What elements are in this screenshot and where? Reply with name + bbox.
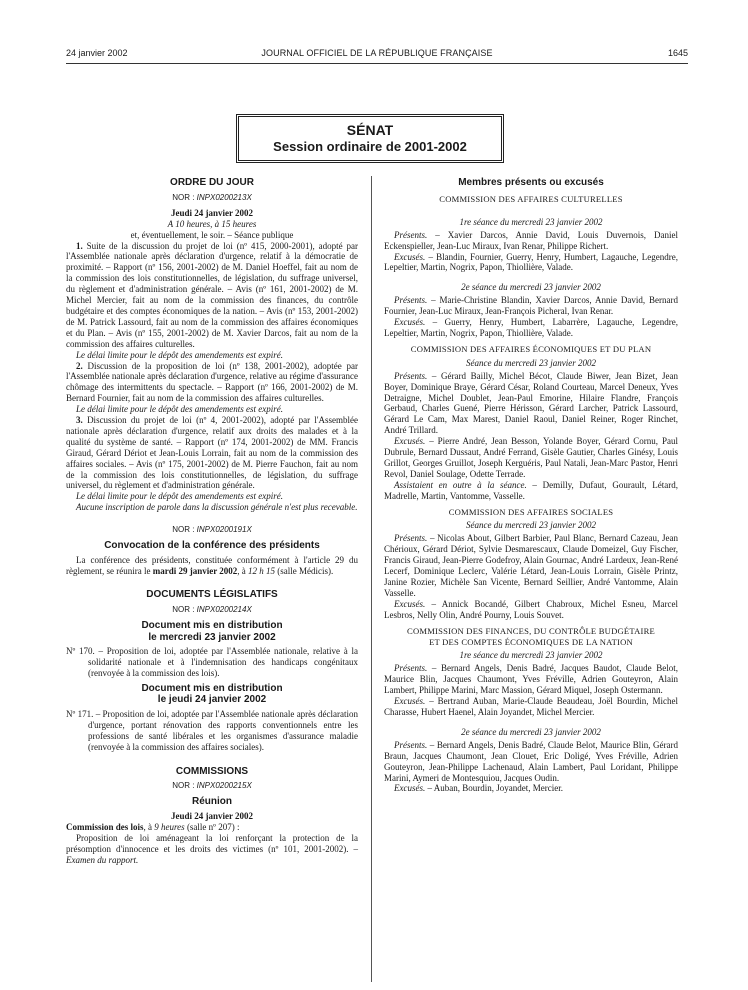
commission-culturelles-title: COMMISSION DES AFFAIRES CULTURELLES xyxy=(439,193,623,204)
commissions-title: COMMISSIONS xyxy=(175,765,249,777)
excuses-sociales: Excusés. – Annick Bocandé, Gilbert Chabroux, Michel Esneu, Marcel Lesbros, Nelly Olin, André Pourny, Louis Souvet. xyxy=(384,598,678,620)
distribution-heading-2: Document mis en distribution le jeudi 24 janvier 2002 xyxy=(141,682,283,706)
session-date-2: Jeudi 24 janvier 2002 xyxy=(170,810,254,821)
session-hours-2: et, éventuellement, le soir. – Séance publique xyxy=(130,229,294,240)
session-date-1: Jeudi 24 janvier 2002 xyxy=(170,207,254,218)
nor-code-4: NOR : INPX0200215X xyxy=(172,781,252,791)
seance-economiques: Séance du mercredi 23 janvier 2002 xyxy=(465,357,597,368)
deadline-note-1: Le délai limite pour le dépôt des amendements est expiré. xyxy=(76,349,283,360)
presents-culturelles-1: Présents. – Xavier Darcos, Annie David, Louis Duvernois, Daniel Eckenspieller, Jean-Luc Miraux, Ivan Renar, Philippe Richert. xyxy=(384,229,678,251)
header-rule xyxy=(66,63,688,64)
deadline-note-2: Le délai limite pour le dépôt des amendements est expiré. xyxy=(76,404,283,415)
nor-code-3: NOR : INPX0200214X xyxy=(172,605,252,615)
header-date: 24 janvier 2002 xyxy=(66,48,128,58)
agenda-item-1: 1. Suite de la discussion du projet de loi (nº 415, 2000-2001), adopté par l'Assemblée nationale après déclaration d'urgence, relatif à la démocratie de proximité. – Rapport (nº 156, 2001-2002) de M. Daniel Hoeffel, fait au nom de la commission des lois constitutionnelles, de législation, du suffrage universel, du règlement et d'administration générale. – Avis (nº 161, 2001-2002) de M. Michel Mercier, fait au nom de la commission des finances, du contrôle budgétaire et des comptes économiques de la nation. – Avis (nº 153, 2001-2002) de M. Patrick Lassourd, fait au nom de la commission des affaires économiques et du Plan. – Avis (nº 155, 2001-2002) de M. Xavier Darcos, fait au nom de la commission des affaires culturelles. xyxy=(66,240,359,349)
nor-code-2: NOR : INPX0200191X xyxy=(172,525,252,535)
document-171: Nº 171. – Proposition de loi, adoptée par l'Assemblée nationale après déclaration d'urgence, portant rénovation des rapports conventionnels entre les professions de santé libérales et les organismes d'assurance maladie (renvoyée à la commission des affaires sociales). xyxy=(66,708,358,752)
no-registration-note: Aucune inscription de parole dans la discussion générale n'est plus recevable. xyxy=(76,502,358,513)
deadline-note-3: Le délai limite pour le dépôt des amendements est expiré. xyxy=(76,491,283,502)
membres-title: Membres présents ou excusés xyxy=(458,177,604,188)
presents-finances-2: Présents. – Bernard Angels, Denis Badré, Claude Belot, Maurice Blin, Gérard Braun, Jacques Chaumont, Jean Clouet, Eric Doligé, Yves Fréville, Adrien Gouteyron, Jean-Philippe Lachenaud, Alain Lambert, Paul Loridant, Philippe Marini, Aymeri de Montesquiou, Jacques Oudin. xyxy=(384,739,678,783)
commission-sociales-title: COMMISSION DES AFFAIRES SOCIALES xyxy=(448,506,614,517)
seance-culturelles-1: 1re séance du mercredi 23 janvier 2002 xyxy=(459,216,603,227)
distribution-heading-1: Document mis en distribution le mercredi 23 janvier 2002 xyxy=(141,620,283,643)
documents-legislatifs-title: DOCUMENTS LÉGISLATIFS xyxy=(146,589,278,601)
seance-culturelles-2: 2e séance du mercredi 23 janvier 2002 xyxy=(461,282,601,293)
page-header xyxy=(66,48,688,62)
nor-code-1: NOR : INPX0200213X xyxy=(172,192,252,202)
commission-des-lois: Commission des lois, à 9 heures (salle nº 207) : xyxy=(66,821,240,832)
seance-finances-2: 2e séance du mercredi 23 janvier 2002 xyxy=(461,726,601,737)
title-senat: SÉNAT xyxy=(346,122,394,138)
title-box xyxy=(236,114,504,163)
header-page-number: 1645 xyxy=(667,48,688,58)
left-column xyxy=(66,176,358,865)
presents-sociales: Présents. – Nicolas About, Gilbert Barbier, Paul Blanc, Bernard Cazeau, Jean Chérioux, Gérard Dériot, Sylvie Desmarescaux, Claude Domeizel, Guy Fischer, Francis Giraud, Jean-Pierre Godefroy, Alain Gournac, André Lardeux, Jean-René Lecerf, Dominique Leclerc, Valérie Létard, Jean-Louis Lorrain, Gisèle Printz, Janine Rozier, Michèle San Vicente, Bernard Seillier, André Vantomme, Alain Vasselle. xyxy=(384,533,678,598)
ordre-du-jour-title: ORDRE DU JOUR xyxy=(170,177,254,188)
header-journal-title: JOURNAL OFFICIEL DE LA RÉPUBLIQUE FRANÇAISE xyxy=(261,48,493,58)
document-170: Nº 170. – Proposition de loi, adoptée par l'Assemblée nationale, relative à la solidarité nationale et à l'indemnisation des handicaps congénitaux (renvoyée à la commission des lois). xyxy=(66,646,358,679)
right-column xyxy=(384,176,678,794)
excuses-economiques: Excusés. – Pierre André, Jean Besson, Yolande Boyer, Gérard Cornu, Paul Dubrule, Bernard Dussaut, André Ferrand, Gisèle Gautier, Charles Ginésy, Louis Grillot, Georges Gruillot, Joseph Kerguéris, Paul Natali, Jean-Marc Pastor, Henri Revol, Daniel Soulage, Odette Terrade. xyxy=(384,436,678,479)
agenda-item-3: 3. Discussion du projet de loi (nº 4, 2001-2002), adopté par l'Assemblée nationale après déclaration d'urgence, relatif aux droits des malades et à la qualité du système de santé. – Rapport (nº 174, 2001-2002) de MM. Francis Giraud, Gérard Dériot et Jean-Louis Lorrain, fait au nom de la commission des affaires sociales. – Avis (nº 175, 2001-2002) de M. Pierre Fauchon, fait au nom de la commission des lois constitutionnelles, de législation, du suffrage universel, du règlement et d'administration générale. xyxy=(66,415,358,491)
excuses-finances-2: Excusés. – Auban, Bourdin, Joyandet, Mercier. xyxy=(394,783,563,794)
commission-finances-title: COMMISSION DES FINANCES, DU CONTRÔLE BUDGÉTAIRE ET DES COMPTES ÉCONOMIQUES DE LA NATION xyxy=(407,625,655,647)
excuses-finances-1: Excusés. – Bertrand Auban, Marie-Claude Beaudeau, Joël Bourdin, Michel Charasse, Hubert Haenel, Alain Joyandet, Michel Mercier. xyxy=(384,696,678,717)
reunion-title: Réunion xyxy=(192,796,232,808)
title-session: Session ordinaire de 2001-2002 xyxy=(273,139,467,154)
commission-des-lois-text: Proposition de loi aménageant la loi renforçant la protection de la présomption d'innocence et les droits des victimes (nº 101, 2001-2002). – Examen du rapport. xyxy=(66,832,358,865)
assistaient-economiques: Assistaient en outre à la séance. – Demilly, Dufaut, Gourault, Létard, Madrelle, Martin, Vantomme, Vasselle. xyxy=(384,479,678,501)
commission-economiques-title: COMMISSION DES AFFAIRES ÉCONOMIQUES ET DU PLAN xyxy=(410,343,652,354)
agenda-item-2: 2. Discussion de la proposition de loi (nº 138, 2001-2002), adoptée par l'Assemblée nationale après déclaration d'urgence, relative au régime d'assurance chômage des intermittents du spectacle. – Rapport (nº 166, 2001-2002) de M. Bernard Fournier, fait au nom de la commission des affaires culturelles. xyxy=(66,360,359,404)
presents-finances-1: Présents. – Bernard Angels, Denis Badré, Jacques Baudot, Claude Belot, Maurice Blin, Jacques Chaumont, Yves Fréville, Adrien Gouteyron, Alain Lambert, Philippe Marini, Marc Massion, Gérard Miquel, Joseph Ostermann. xyxy=(384,663,678,696)
presents-culturelles-2: Présents. – Marie-Christine Blandin, Xavier Darcos, Annie David, Bernard Fournier, Jean-Luc Miraux, Jean-François Picheral, Ivan Renar. xyxy=(384,295,678,317)
seance-finances-1: 1re séance du mercredi 23 janvier 2002 xyxy=(459,650,603,661)
seance-sociales: Séance du mercredi 23 janvier 2002 xyxy=(465,520,597,531)
session-hours: A 10 heures, à 15 heures xyxy=(167,218,257,229)
column-divider xyxy=(371,176,372,982)
excuses-culturelles-2: Excusés. – Guerry, Henry, Humbert, Labarrère, Lagauche, Legendre, Lepeltier, Martin, Nogrix, Papon, Thiollière, Valade. xyxy=(384,317,678,338)
convocation-title: Convocation de la conférence des présidents xyxy=(104,540,320,552)
excuses-culturelles-1: Excusés. – Blandin, Fournier, Guerry, Henry, Humbert, Lagauche, Legendre, Lepeltier, Martin, Nogrix, Papon, Thiollière, Valade. xyxy=(384,251,678,273)
presents-economiques: Présents. – Gérard Bailly, Michel Bécot, Claude Biwer, Jean Bizet, Jean Boyer, Dominique Braye, Gérard César, Roland Courteau, Marcel Deneux, Yves Detraigne, Michel Doublet, Jean-Paul Emorine, Hilaire Flandre, François Gerbaud, Charles Guené, Pierre Hérisson, Gérard Larcher, Patrick Lassourd, Gérard Le Cam, Max Marest, Daniel Raoul, Daniel Reiner, Roger Rinchet, André Trillard. xyxy=(384,370,678,436)
convocation-text: La conférence des présidents, constituée conformément à l'article 29 du règlement, se réunira le mardi 29 janvier 2002, à 12 h 15 (salle Médicis). xyxy=(66,554,358,576)
